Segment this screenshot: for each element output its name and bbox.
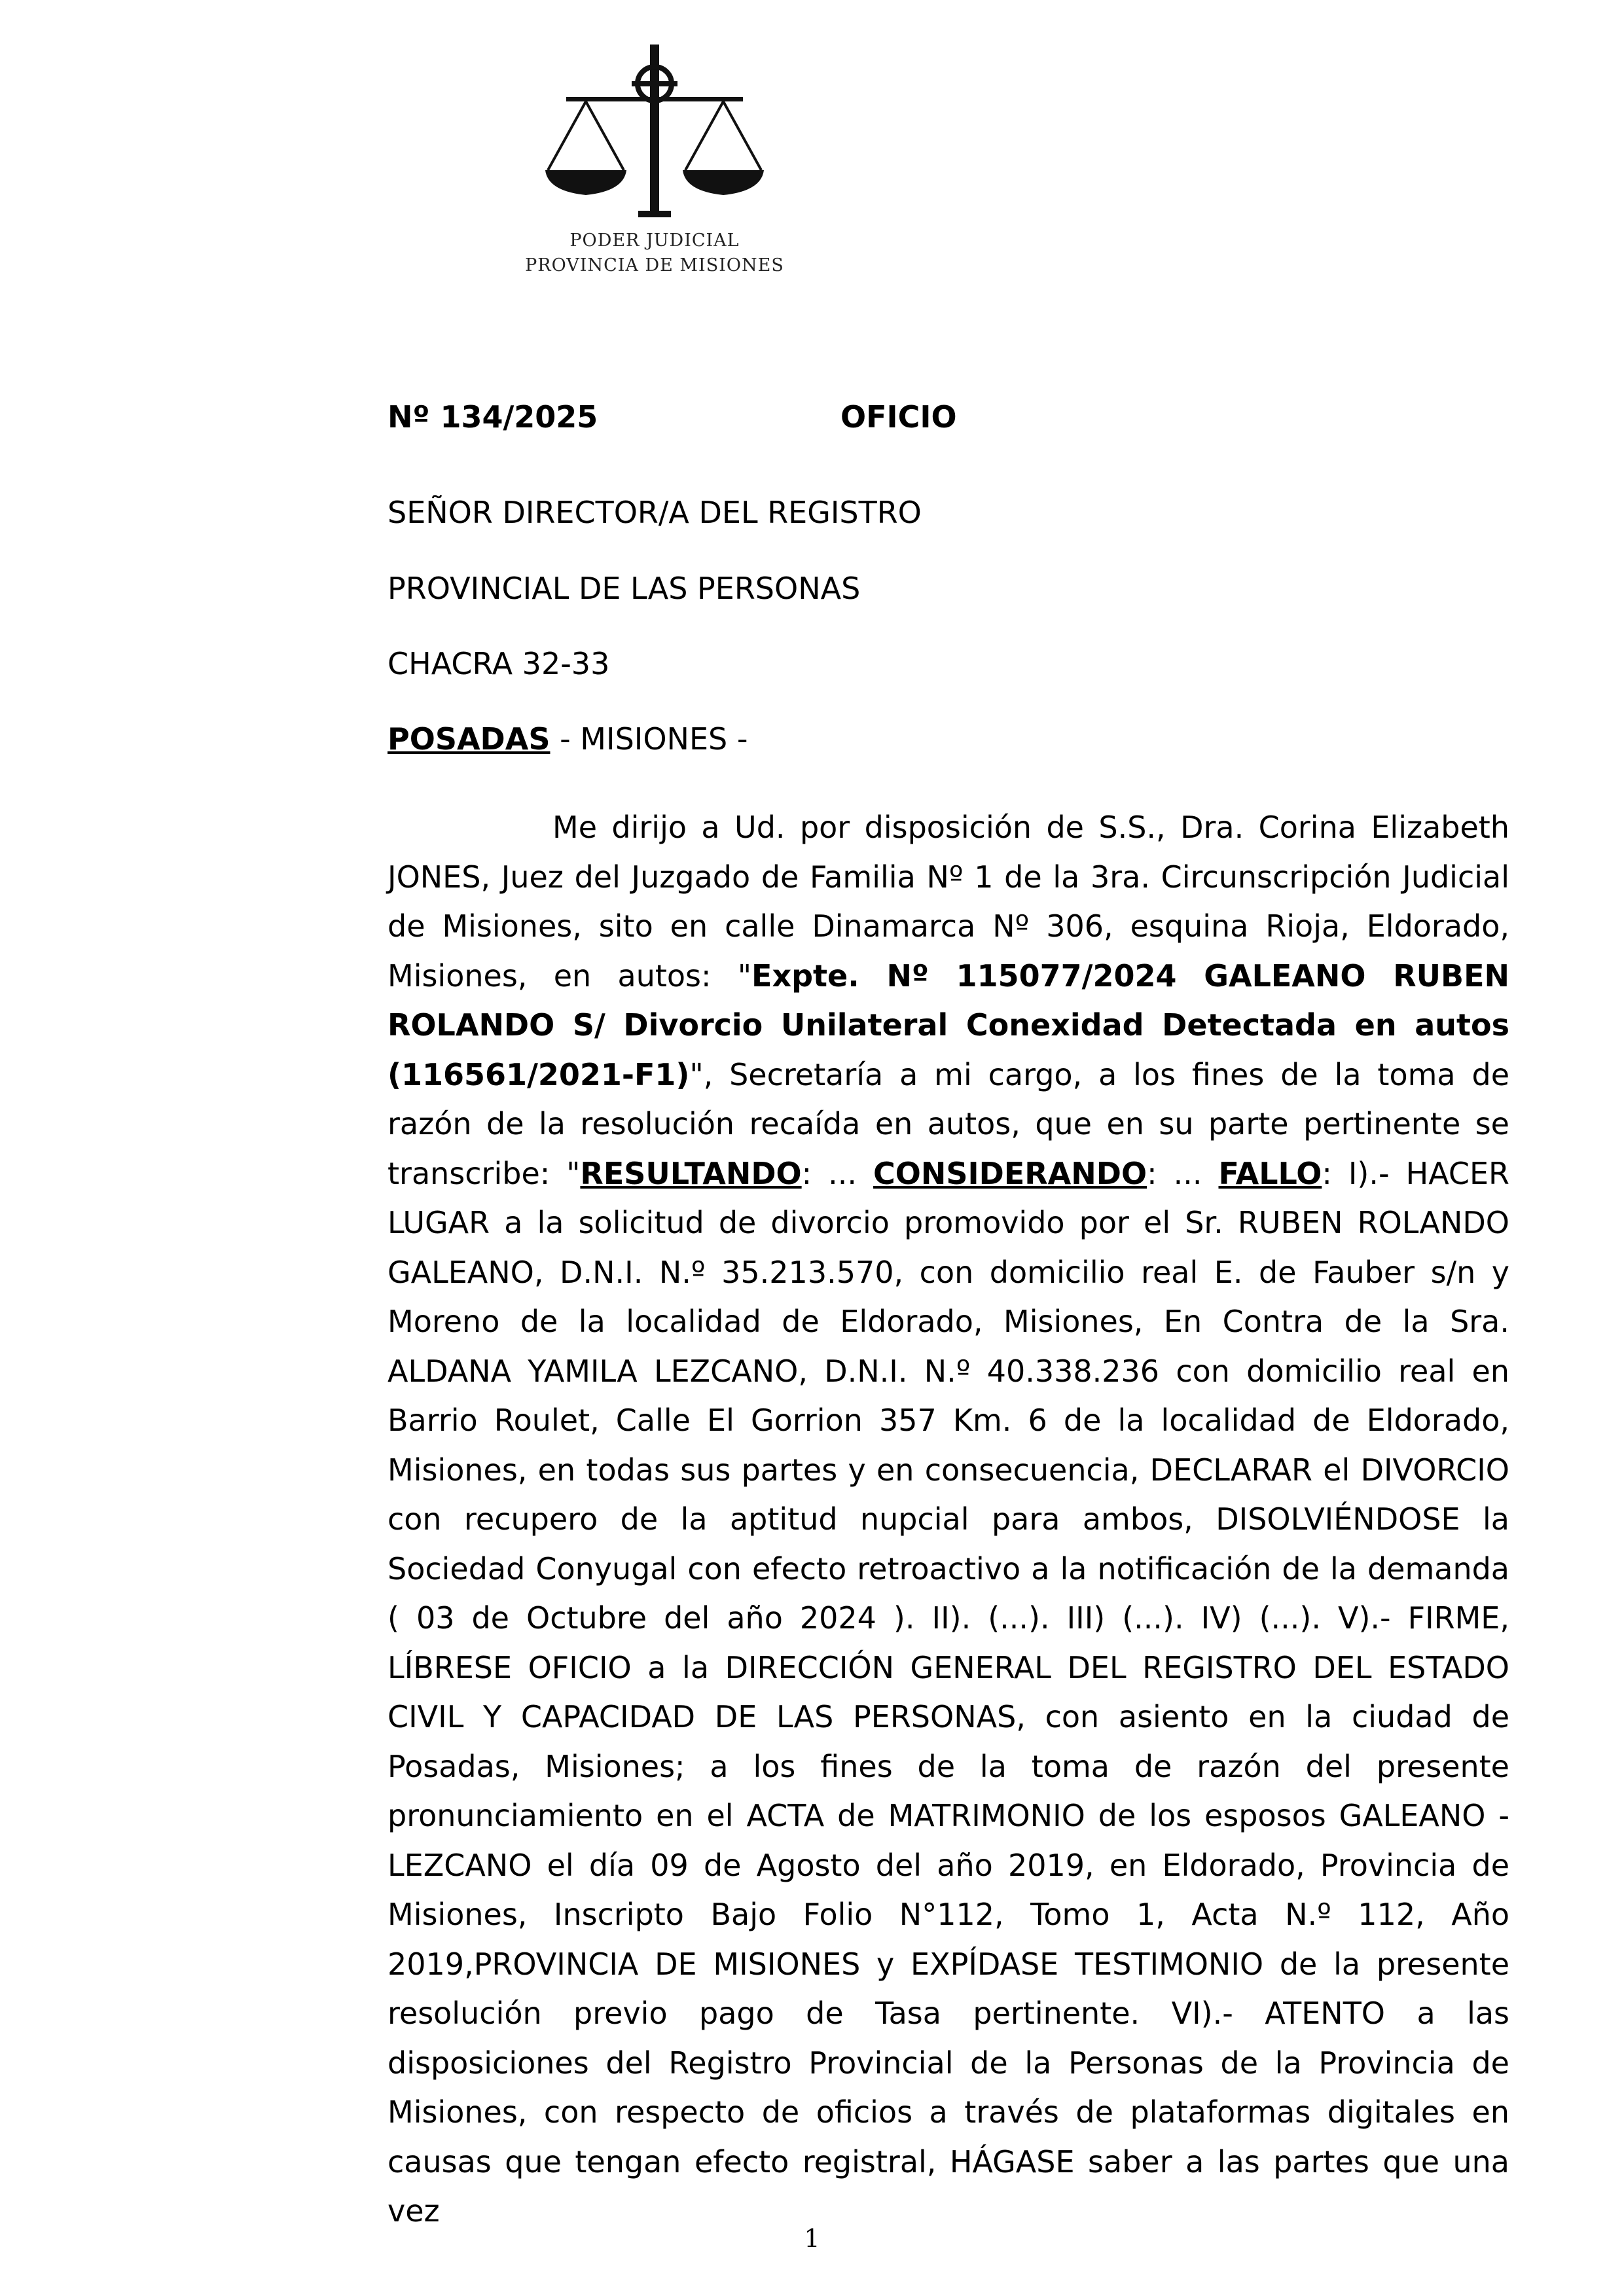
body-paragraph — [388, 803, 1509, 2236]
page-number: 1 — [804, 2224, 820, 2253]
separator-2: : ... — [1147, 1155, 1219, 1191]
ruling-text: : I).- HACER LUGAR a la solicitud de divorcio promovido por el Sr. RUBEN ROLANDO GALEANO, D.N.I. N.º 35.213.570, con domicilio real E. de Fauber s/n y Moreno de la localidad de Eldorado, Misiones, En Contra de la Sra. ALDANA YAMILA LEZCANO, D.N.I. N.º 40.338.236 con domicilio real en Barrio Roulet, Calle El Gorrion 357 Km. 6 de la localidad de Eldorado, Misiones, en todas sus partes y en consecuencia, DECLARAR el DIVORCIO con recupero de la aptitud nupcial para ambos, DISOLVIÉNDOSE la Sociedad Conyugal con efecto retroactivo a la notificación de la demanda ( 03 de Octubre del año 2024 ). II). (...). III) (...). IV) (...). V).- FIRME, LÍBRESE OFICIO a la DIRECCIÓN GENERAL DEL REGISTRO DEL ESTADO CIVIL Y CAPACIDAD DE LAS PERSONAS, con asiento en la ciudad de Posadas, Misiones; a los fines de la toma de razón del presente pronunciamiento en el ACTA de MATRIMONIO de los esposos GALEANO - LEZCANO el día 09 de Agosto del año 2019, en Eldorado, Provincia de Misiones, Inscripto Bajo Folio N°112, Tomo 1, Acta N.º 112, Año 2019,PROVINCIA DE MISIONES y EXPÍDASE TESTIMONIO de la presente resolución previo pago de Tasa pertinente. VI).- ATENTO a las disposiciones del Registro Provincial de la Personas de la Provincia de Misiones, con respecto de oficios a través de plataformas digitales en causas que tengan efecto registral, HÁGASE saber a las partes que una vez — [388, 1155, 1509, 2229]
case-title: Expte. Nº 115077/2024 GALEANO RUBEN ROLANDO S/ Divorcio Unilateral Conexidad Detectada en autos (116561/2021-F1) — [388, 958, 1509, 1092]
addressee-line-1: SEÑOR DIRECTOR/A DEL REGISTRO — [388, 495, 922, 530]
body-intro: Me dirijo a Ud. por disposición de S.S., Dra. Corina Elizabeth JONES, Juez del Juzgado de Familia Nº 1 de la 3ra. Circunscripción Judicial de Misiones, sito en calle Dinamarca Nº 306, esquina Rioja, Eldorado, Misiones, en autos: " — [388, 810, 1509, 994]
addressee-line-2: PROVINCIAL DE LAS PERSONAS — [388, 571, 861, 606]
judicial-seal — [517, 39, 792, 288]
body-transcription-intro: ", Secretaría a mi cargo, a los fines de la toma de razón de la resolución recaída en autos, que en su parte pertinente se transcribe: " — [388, 1056, 1509, 1191]
addressee-province: - MISIONES - — [550, 721, 748, 757]
addressee-city: POSADAS — [388, 721, 550, 757]
resultando-heading: RESULTANDO — [580, 1155, 802, 1191]
fallo-heading: FALLO — [1218, 1155, 1322, 1191]
document-type: OFICIO — [840, 399, 957, 435]
separator-1: : ... — [801, 1155, 874, 1191]
document-number: Nº 134/2025 — [388, 399, 598, 435]
seal-line-2: PROVINCIA DE MISIONES — [525, 255, 784, 276]
scales-of-justice-icon — [540, 39, 769, 229]
considerando-heading: CONSIDERANDO — [873, 1155, 1147, 1191]
addressee-line-4 — [388, 721, 748, 757]
addressee-line-3: CHACRA 32-33 — [388, 646, 610, 681]
seal-line-1: PODER JUDICIAL — [569, 230, 740, 251]
